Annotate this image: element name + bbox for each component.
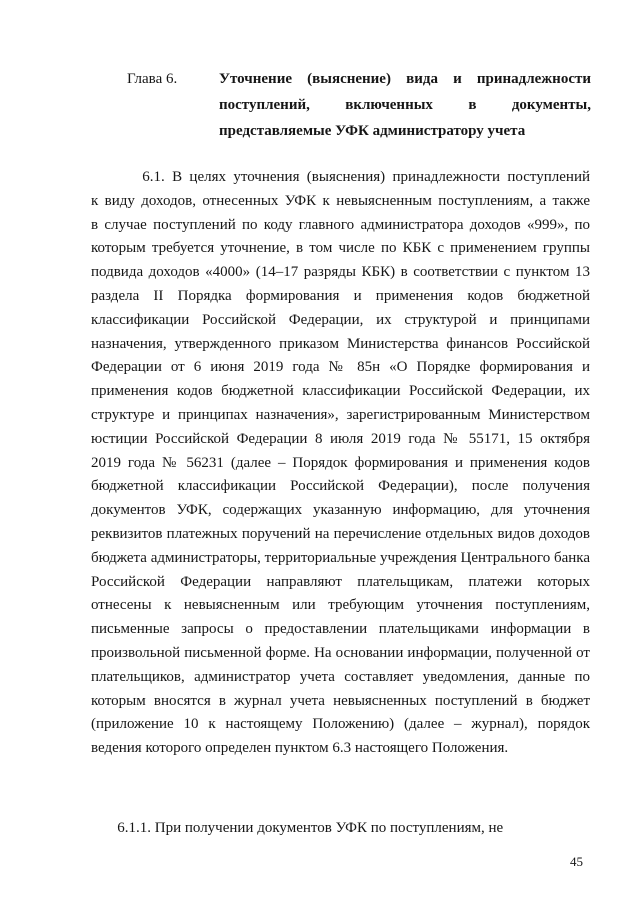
paragraph-line: которым вносятся в журнал учета невыясненных поступлений в бюджет — [91, 692, 590, 709]
paragraph-line: классификации Российской Федерации, их структурой и принципами — [91, 311, 590, 328]
chapter-title-line: Уточнение (выяснение) вида и принадлежности — [219, 71, 591, 87]
page-number: 45 — [570, 854, 583, 869]
paragraph-line: (приложение 10 к настоящему Положению) (далее – журнал), порядок — [91, 716, 590, 733]
paragraph-line: 6.1. В целях уточнения (выяснения) принадлежности поступлений — [91, 169, 590, 185]
paragraph-line: юстиции Российской Федерации 8 июля 2019 года № 55171, 15 октября — [91, 430, 590, 447]
paragraph-line: 2019 года № 56231 (далее – Порядок формирования и применения кодов — [91, 454, 590, 471]
paragraph-6-1 — [91, 166, 590, 761]
chapter-label: Глава 6. — [127, 71, 178, 87]
chapter-title-line: поступлений, включенных в документы, — [219, 97, 591, 113]
paragraph-line: бюджета администраторы, территориальные учреждения Центрального банка — [91, 549, 590, 566]
paragraph-line: в случае поступлений по коду главного администратора доходов «999», по — [91, 216, 590, 233]
paragraph-line: Российской Федерации направляют плательщикам, платежи которых — [91, 573, 590, 590]
paragraph-line: структуре и принципах назначения», зарегистрированным Министерством — [91, 406, 590, 423]
paragraph-line: бюджетной классификации Российской Федерации), после получения — [91, 478, 590, 495]
paragraph-line: письменные запросы о предоставлении плательщиками информации в — [91, 621, 590, 638]
paragraph-line: реквизитов платежных поручений на перечисление отдельных видов доходов — [91, 525, 590, 542]
chapter-title — [219, 66, 591, 144]
paragraph-line: отнесены к невыясненным или требующим уточнения поступлениям, — [91, 597, 590, 614]
paragraph-line: ведения которого определен пунктом 6.3 настоящего Положения. — [91, 740, 509, 757]
paragraph-line: плательщиков, администратор учета составляет уведомления, данные по — [91, 668, 590, 685]
paragraph-line: назначения, утвержденного приказом Министерства финансов Российской — [91, 335, 590, 352]
paragraph-line: применения кодов бюджетной классификации Российской Федерации, их — [91, 383, 590, 400]
paragraph-line: которым требуется уточнение, в том числе по КБК с применением группы — [91, 240, 590, 257]
paragraph-line: документов УФК, содержащих указанную информацию, для уточнения — [91, 502, 590, 519]
paragraph-line: подвида доходов «4000» (14–17 разряды КБК) в соответствии с пунктом 13 — [91, 264, 590, 281]
paragraph-line: Федерации от 6 июня 2019 года № 85н «О Порядке формирования и — [91, 359, 590, 376]
paragraph-line: раздела II Порядка формирования и применения кодов бюджетной — [91, 287, 590, 304]
paragraph-line: произвольной письменной форме. На основании информации, полученной от — [91, 644, 590, 661]
paragraph-6-1-1 — [91, 817, 590, 841]
paragraph-line: к виду доходов, отнесенных УФК к невыясненным поступлениям, а также — [91, 192, 590, 209]
paragraph-line: 6.1.1. При получении документов УФК по поступлениям, не — [91, 820, 504, 836]
chapter-title-line: представляемые УФК администратору учета — [219, 123, 526, 139]
